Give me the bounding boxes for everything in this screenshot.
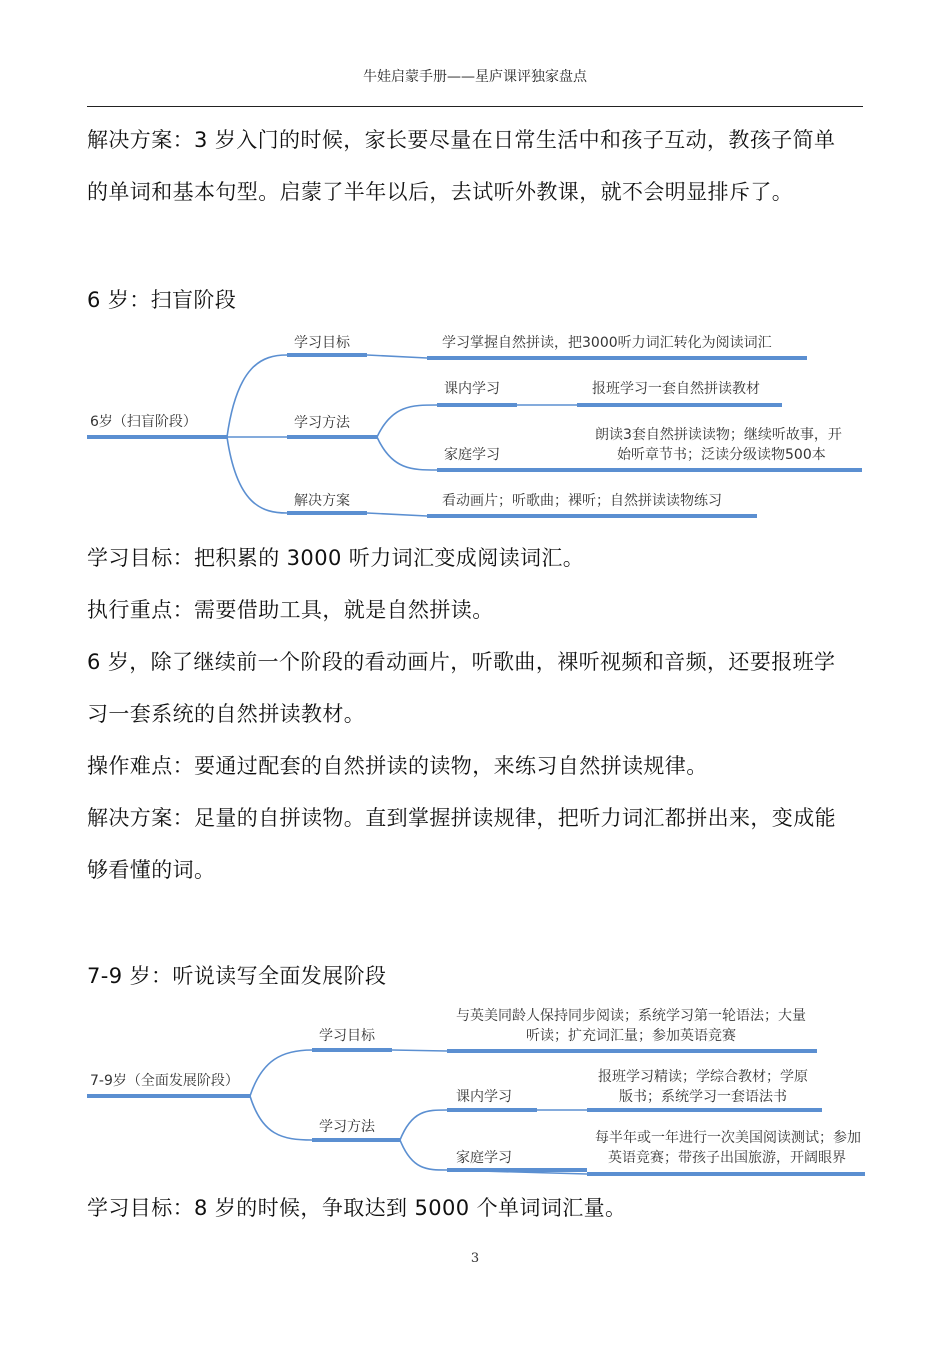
mm6-goal-text: 学习掌握自然拼读，把3000听力词汇转化为阅读词汇 xyxy=(442,335,772,351)
mindmap-7-9 xyxy=(82,1000,872,1180)
mm6-class-underline xyxy=(437,403,517,407)
mm79-goal-text-1: 与英美同龄人保持同步阅读；系统学习第一轮语法；大量 xyxy=(456,1008,806,1024)
mm79-home-label: 家庭学习 xyxy=(456,1150,512,1166)
mm79-root: 7-9岁（全面发展阶段） xyxy=(90,1073,239,1089)
mm6-goal-text-underline xyxy=(427,356,807,360)
mm6-home-underline xyxy=(437,468,577,472)
mm6-class-text: 报班学习一套自然拼读教材 xyxy=(592,381,760,397)
mm79-home-text-1: 每半年或一年进行一次美国阅读测试；参加 xyxy=(595,1130,861,1146)
section-6-paragraph-5: 操作难点：要通过配套的自然拼读的读物，来练习自然拼读规律。 xyxy=(87,754,708,778)
mm6-home-text-2: 始听章节书；泛读分级读物500本 xyxy=(617,447,826,463)
mindmap-6 xyxy=(82,325,872,525)
mm6-solution-text-underline xyxy=(427,514,757,518)
mm6-root-underline xyxy=(87,435,227,439)
mm6-home-text-underline xyxy=(577,468,862,472)
mm6-method-underline xyxy=(287,435,377,439)
mm6-root: 6岁（扫盲阶段） xyxy=(90,414,197,430)
page-number: 3 xyxy=(470,1251,480,1266)
header-divider xyxy=(87,106,863,107)
mm79-goal-label: 学习目标 xyxy=(319,1028,375,1044)
mm79-class-text-2: 版书；系统学习一套语法书 xyxy=(619,1089,787,1105)
section-6-paragraph-3: 6 岁，除了继续前一个阶段的看动画片，听歌曲，裸听视频和音频，还要报班学 xyxy=(87,650,836,674)
section-6-paragraph-7: 够看懂的词。 xyxy=(87,858,216,882)
mm79-class-text-1: 报班学习精读；学综合教材；学原 xyxy=(598,1069,808,1085)
mm6-class-label: 课内学习 xyxy=(444,381,500,397)
mm79-goal-text-2: 听读；扩充词汇量；参加英语竞赛 xyxy=(526,1028,736,1044)
mm6-home-text-1: 朗读3套自然拼读读物；继续听故事，开 xyxy=(595,427,842,443)
mm79-class-text-underline xyxy=(587,1108,822,1112)
mm6-solution-label: 解决方案 xyxy=(294,493,350,509)
mm79-root-underline xyxy=(87,1094,250,1098)
mm6-home-label: 家庭学习 xyxy=(444,447,500,463)
mm79-class-underline xyxy=(447,1108,537,1112)
intro-solution-line-2: 的单词和基本句型。启蒙了半年以后，去试听外教课，就不会明显排斥了。 xyxy=(87,180,794,204)
section-6-paragraph-6: 解决方案：足量的自拼读物。直到掌握拼读规律，把听力词汇都拼出来，变成能 xyxy=(87,806,836,830)
section-6-heading: 6 岁：扫盲阶段 xyxy=(87,288,237,312)
mm6-goal-underline xyxy=(287,353,367,357)
section-6-paragraph-4: 习一套系统的自然拼读教材。 xyxy=(87,702,366,726)
mm79-goal-text-underline xyxy=(447,1049,817,1053)
mm79-method-underline xyxy=(312,1138,400,1142)
mm6-goal-label: 学习目标 xyxy=(294,335,350,351)
mm6-solution-underline xyxy=(287,511,367,515)
mm79-method-label: 学习方法 xyxy=(319,1119,375,1135)
intro-solution-line-1: 解决方案：3 岁入门的时候，家长要尽量在日常生活中和孩子互动，教孩子简单 xyxy=(87,128,836,152)
section-6-paragraph-1: 学习目标：把积累的 3000 听力词汇变成阅读词汇。 xyxy=(87,546,585,570)
mm6-method-label: 学习方法 xyxy=(294,415,350,431)
section-79-paragraph-1: 学习目标：8 岁的时候，争取达到 5000 个单词词汇量。 xyxy=(87,1196,627,1220)
page-header: 牛娃启蒙手册——星庐课评独家盘点 xyxy=(363,69,587,85)
mm6-solution-text: 看动画片；听歌曲；裸听；自然拼读读物练习 xyxy=(442,493,722,509)
section-79-heading: 7-9 岁：听说读写全面发展阶段 xyxy=(87,964,387,988)
mm79-goal-underline xyxy=(312,1048,392,1052)
mm79-home-text-2: 英语竞赛；带孩子出国旅游，开阔眼界 xyxy=(608,1150,846,1166)
section-6-paragraph-2: 执行重点：需要借助工具，就是自然拼读。 xyxy=(87,598,494,622)
mm79-class-label: 课内学习 xyxy=(456,1089,512,1105)
mm6-class-text-underline xyxy=(577,403,782,407)
mm79-home-text-underline xyxy=(587,1172,865,1176)
